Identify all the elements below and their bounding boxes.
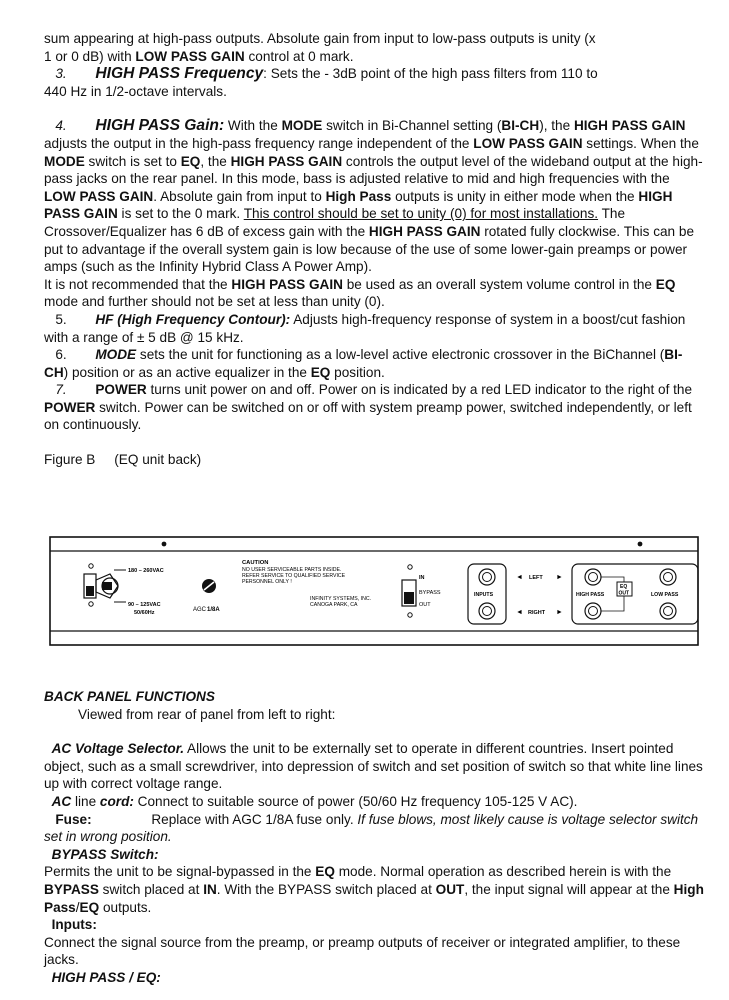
ac-cord-paragraph (44, 793, 704, 811)
screw-right (638, 542, 643, 547)
t: High Pass (325, 188, 392, 204)
arrow-right-icon: ► (556, 574, 563, 581)
item-3 (44, 65, 704, 100)
t: switch in Bi-Channel setting ( (322, 118, 502, 134)
underlined-note: This control should be set to unity (0) for most installations. (243, 206, 599, 222)
t: rotated fully clockwise. This can be put to advantage if the overall system gain is low because of the use of some lower-gain preamps or power amps (such as the Infinity Hybrid Class A Power Amp). (44, 223, 695, 275)
t: MODE (281, 118, 323, 134)
back-panel-subheading (44, 706, 704, 724)
t: POWER (44, 399, 96, 415)
t: / (75, 899, 80, 915)
t: . With the BYPASS switch placed at (216, 881, 436, 897)
t: controls the output level of the wideband output at the high-pass jacks on the rear panel. In this mode, bass is adjusted relative to mid and high frequencies with the (44, 153, 703, 187)
back-panel-heading (44, 688, 704, 706)
voltage-low-label: 90 – 125VAC (128, 602, 161, 608)
low-pass-jack-left (660, 569, 676, 585)
maker-name: INFINITY SYSTEMS, INC. (310, 596, 372, 602)
t: MODE (44, 153, 85, 169)
item-4-number: 4. (55, 118, 67, 134)
high-pass-jack-right (585, 603, 601, 619)
frequency-label: 50/60Hz (134, 610, 155, 616)
spacer (44, 723, 704, 740)
fuse-warning: If fuse blows, most likely cause is voltage selector switch set in wrong position. (44, 811, 699, 845)
bypass-switch-slider (404, 592, 414, 604)
inputs-text: Connect the signal source from the preamp, or preamp outputs of receiver or integrated amplifier, to these jacks. (44, 934, 681, 968)
t: LOW PASS GAIN (44, 188, 154, 204)
indicator-dot (89, 564, 93, 568)
figure-caption-text: (EQ unit back) (114, 452, 202, 468)
t: switch. Power can be switched on or off with system preamp power, switched independently, or left on continuously. (44, 399, 692, 433)
item-5-title: HF (High Frequency Contour): (95, 311, 291, 327)
item-7-title: POWER (95, 382, 147, 398)
intro-text: 1 or 0 dB) with (44, 48, 136, 64)
t: LOW PASS GAIN (473, 135, 583, 151)
ac-cord-text: Connect to suitable source of power (50/60 Hz frequency 105-125 V AC). (133, 793, 578, 809)
fuse-text: Replace with AGC 1/8A fuse only. (151, 811, 358, 827)
t: mode. Normal operation as described herein is with the (334, 864, 672, 880)
item-3-text-2: 440 Hz in 1/2-octave intervals. (44, 83, 227, 99)
t: BI-CH (501, 118, 540, 134)
eq-out-label: OUT (618, 590, 630, 597)
high-pass-jack-left (585, 569, 601, 585)
t: High Pass (44, 881, 704, 915)
t: settings. When the (582, 135, 699, 151)
document-body (44, 30, 704, 469)
t: The Crossover/Equalizer has 6 dB of excess gain with the (44, 206, 626, 239)
high-pass-label: HIGH PASS (576, 592, 605, 598)
t: HIGH PASS GAIN (231, 276, 343, 292)
high-pass-eq-heading (44, 969, 704, 987)
t: Permits the unit to be signal-bypassed in the (44, 864, 316, 880)
item-4-paragraph-2 (44, 276, 704, 311)
t: ), the (539, 118, 574, 134)
t: AC (51, 793, 72, 809)
t: EQ (180, 153, 201, 169)
right-channel-label: RIGHT (528, 610, 546, 616)
t: HIGH PASS GAIN (573, 118, 686, 134)
eq-label: EQ (620, 584, 628, 590)
t: . Absolute gain from input to (153, 188, 326, 204)
bypass-title: BYPASS Switch: (51, 846, 159, 862)
item-3-title: HIGH PASS Frequency (95, 65, 264, 83)
t: EQ (310, 364, 331, 380)
input-jack-left (479, 569, 495, 585)
arrow-left-icon: ◄ (516, 574, 523, 581)
spacer (44, 434, 704, 451)
item-3-number: 3. (55, 66, 67, 82)
voltage-selector-slider (86, 586, 94, 596)
caution-line: PERSONNEL ONLY ! (242, 579, 292, 585)
panel-outline (50, 537, 698, 645)
t: ) position or as an active equalizer in the (63, 364, 311, 380)
t: It is not recommended that the (44, 276, 232, 292)
ac-voltage-text: Allows the unit to be externally set to operate in different countries. Insert pointed object, such as a small screwdriver, into depression of switch and set position of switch so that white line lines up with correct voltage range. (44, 741, 703, 792)
t: IN (203, 881, 217, 897)
t: OUT (435, 881, 465, 897)
item-7-number: 7. (55, 382, 67, 398)
t: cord: (99, 793, 134, 809)
back-panel-section (44, 688, 704, 987)
bypass-out-label: OUT (419, 602, 431, 608)
t: switch placed at (98, 881, 204, 897)
subheading-text: Viewed from rear of panel from left to right: (78, 706, 336, 722)
intro-text-end: control at 0 mark. (244, 48, 354, 64)
t: , the input signal will appear at the (464, 881, 674, 897)
inputs-title: Inputs: (51, 917, 97, 933)
fuse-rating-fraction: 1/8A (207, 607, 220, 613)
inputs-paragraph (44, 934, 704, 969)
left-channel-label: LEFT (529, 575, 543, 581)
caution-line: REFER SERVICE TO QUALIFIED SERVICE (242, 573, 346, 579)
low-pass-jack-right (660, 603, 676, 619)
t: EQ (655, 276, 676, 292)
spacer (44, 100, 704, 117)
item-4 (44, 117, 704, 275)
item-3-text: : Sets the - 3dB point of the high pass filters from 110 to (263, 66, 598, 82)
t: adjusts the output in the high-pass frequency range independent of the (44, 135, 474, 151)
item-5-number: 5. (55, 311, 67, 327)
bypass-heading (44, 846, 704, 864)
fuse-rating-label: AGC (193, 607, 207, 613)
bypass-paragraph (44, 863, 704, 916)
t: outputs. (99, 899, 152, 915)
t: EQ (79, 899, 100, 915)
item-6-number: 6. (55, 347, 67, 363)
t: BI-CH (44, 347, 683, 380)
caution-title: CAUTION (242, 560, 269, 566)
t: sets the unit for functioning as a low-level active electronic crossover in the BiChannel ( (136, 347, 665, 363)
ac-voltage-title: AC Voltage Selector. (51, 741, 185, 757)
heading-text: BACK PANEL FUNCTIONS (44, 689, 215, 704)
bypass-in-label: IN (419, 575, 425, 581)
ac-voltage-paragraph (44, 740, 704, 793)
voltage-high-label: 180 – 260VAC (128, 568, 164, 574)
t: HIGH PASS GAIN (230, 153, 343, 169)
inputs-heading (44, 916, 704, 934)
intro-paragraph (44, 30, 704, 65)
t: With the (224, 118, 282, 134)
arrow-left-icon: ◄ (516, 609, 523, 616)
t: is set to the 0 mark. (117, 206, 244, 222)
item-5 (44, 311, 704, 346)
arrow-right-icon: ► (556, 609, 563, 616)
t: BYPASS (44, 881, 99, 897)
indicator-dot (89, 602, 93, 606)
figure-caption (44, 451, 704, 469)
t: , the (200, 153, 231, 169)
input-jack-right (479, 603, 495, 619)
t: switch is set to (84, 153, 181, 169)
low-pass-gain-term: LOW PASS GAIN (135, 48, 245, 64)
t: HIGH PASS GAIN (368, 223, 481, 239)
indicator-dot (408, 613, 412, 617)
indicator-dot (408, 565, 412, 569)
inputs-label: INPUTS (474, 592, 494, 598)
low-pass-label: LOW PASS (651, 592, 679, 598)
t: line (71, 793, 100, 809)
item-5-text: Adjusts high-frequency response of system in a boost/cut fashion with a range of ± 5 dB @ 15 kHz. (44, 311, 686, 345)
fuse-title: Fuse: (55, 811, 92, 827)
t: turns unit power on and off. Power on is indicated by a red LED indicator to the right of the (146, 382, 693, 398)
rear-panel-figure (44, 534, 704, 649)
t: position. (330, 364, 385, 380)
bypass-label: BYPASS (419, 590, 441, 596)
rear-panel-drawing (44, 534, 704, 649)
item-4-title: HIGH PASS Gain: (95, 117, 225, 135)
fuse-paragraph (44, 811, 704, 846)
t: mode and further should not be set at less than unity (0). (44, 294, 385, 310)
t: HIGH PASS GAIN (44, 188, 673, 222)
figure-label: Figure B (44, 452, 96, 468)
item-6 (44, 346, 704, 381)
caution-line: NO USER SERVICEABLE PARTS INSIDE. (242, 567, 342, 573)
t: outputs is unity in either mode when the (391, 188, 639, 204)
t: be used as an overall system volume control in the (342, 276, 656, 292)
high-pass-eq-title: HIGH PASS / EQ: (51, 969, 161, 985)
t: EQ (315, 864, 335, 880)
maker-location: CANOGA PARK, CA (310, 602, 358, 608)
intro-line-1: sum appearing at high-pass outputs. Absolute gain from input to low-pass outputs is unity (x (44, 31, 596, 46)
screw-left (162, 542, 167, 547)
item-7 (44, 381, 704, 434)
item-6-title: MODE (95, 347, 137, 363)
